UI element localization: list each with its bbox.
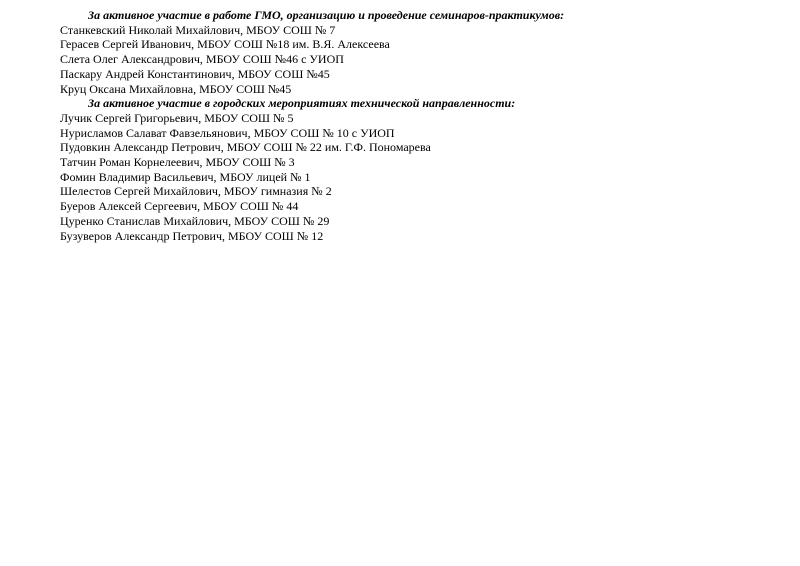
recipient-entry: Станкевский Николай Михайлович, МБОУ СОШ № 7 — [60, 22, 336, 37]
recipient-entry: Шелестов Сергей Михайлович, МБОУ гимназия № 2 — [60, 184, 332, 199]
recipient-entry: Нурисламов Салават Фавзельянович, МБОУ СОШ № 10 с УИОП — [60, 125, 395, 140]
recipient-entry: Фомин Владимир Васильевич, МБОУ лицей № 1 — [60, 169, 311, 184]
recipient-entry: Татчин Роман Корнелеевич, МБОУ СОШ № 3 — [60, 155, 295, 170]
section-heading-technical-events: За активное участие в городских мероприятиях технической направленности: — [88, 96, 516, 111]
recipient-entry: Лучик Сергей Григорьевич, МБОУ СОШ № 5 — [60, 110, 294, 125]
recipient-entry: Герасев Сергей Иванович, МБОУ СОШ №18 им. В.Я. Алексеева — [60, 37, 390, 52]
document-body — [60, 8, 760, 243]
section-heading-gmo-seminars: За активное участие в работе ГМО, организацию и проведение семинаров-практикумов: — [88, 8, 565, 22]
recipient-entry: Слета Олег Александрович, МБОУ СОШ №46 с УИОП — [60, 52, 344, 67]
recipient-entry: Буеров Алексей Сергеевич, МБОУ СОШ № 44 — [60, 199, 299, 214]
recipient-entry: Бузуверов Александр Петрович, МБОУ СОШ № 12 — [60, 228, 324, 243]
recipient-entry: Цуренко Станислав Михайлович, МБОУ СОШ № 29 — [60, 213, 330, 228]
recipient-entry: Паскару Андрей Константинович, МБОУ СОШ №45 — [60, 66, 330, 81]
recipient-entry: Пудовкин Александр Петрович, МБОУ СОШ № 22 им. Г.Ф. Пономарева — [60, 140, 431, 155]
recipient-entry: Круц Оксана Михайловна, МБОУ СОШ №45 — [60, 81, 292, 96]
